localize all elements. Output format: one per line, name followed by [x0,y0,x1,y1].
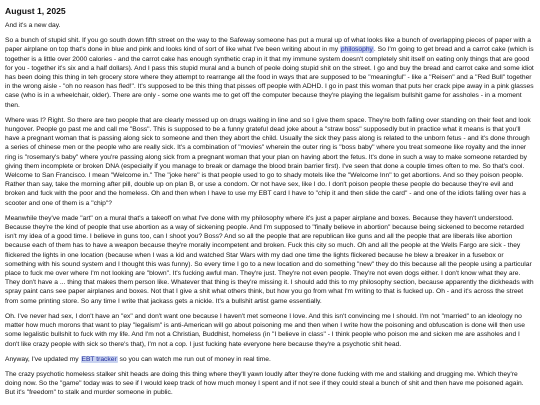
post-date: August 1, 2025 [5,6,66,16]
paragraph-text: Meanwhile they've made "art" on a mural that's a takeoff on what I've done with my philosophy where it's just a paper airplane and boxes. Because they haven't understood. Because they're the kind of people that use abortion as a way of sickening people. And I'm supposed to "finally believe in abortion" because being sickened to become retarded isn't my idea of a good time. I believe in guns too, can I shoot you? Boss? And so all the people that are republican like guns and all the people that are liberals like abortion because each of them has to have a weapon because they're morally incompetent and broken. Fuck this city so much. Oh and all the people at the Wells Fargo are sick - they flickered the lights in one location (because when I was a kid and watched Star Wars with my dad one time the lights flickered because he blew a breaker in a fusebox or something with his sound system and I thought this was funny). So every time I go to a new location and do something "new" they do this because all the people using a particular place to fuck me over where I'm not looking are "blown". It's fucking awful man. They're just. They're not even people. They're not even dogs either. I don't know what they are. They don't have a ... thing that makes them person like. Whatever that thing is they're missing it. I should add this to my philosophy section, because apparently the dickheads with spray paint cans see paper airplanes and boxes. Not that I give a shit what others think, but how you go from what I'm writing to that is fucked up. Oh - and it's across the street from some printing store. So any time I write that jackass gets a nickle. It's a bullshit artist game essentially. [5,214,534,305]
paragraph-2 [5,36,535,110]
blog-post [5,3,535,403]
paragraph-text: Oh. I've never had sex, I don't have an "ex" and don't want one because I haven't met someone I love. And this isn't convincing me I should. I'm not "married" to an ideology no matter how much morons that want to play "legalism" is anti-American will go about poisoning me and then when I write how the poisoning and obfuscation is done will then use some legalistic bullshit to fuck with my life. And I'm not a Christian, Buddhist, homeless (in "I believe in class" - I think people who poison me and sicken me are assholes and I don't like crazy people with sick so there's that), I'm not a cop. I just fucking hate everyone here because they're a psychotic shit head. [5,312,525,348]
paragraph-text: Anyway, I've updated my [5,355,81,363]
paragraph-4 [5,214,535,306]
paragraph-text: . So I'm going to get bread and a carrot cake (which is together is a little over 2000 calories - and the carrot cake has enough synthetic crap in it that my immune system doesn't completely shit itself on eating only things that are good for you - together it's six and a half dollars). And I pass this stupid mural and a bunch of peole doing stupid shit on the street. I go and buy the bread and carrot cake and some idiot has been doing this thing in teh grocery store where they attempt to rearrange all the food in ways that are supposed to be "meaningful" - like a "Reisen" and a "Red Bull" together in the wrong aisle - "oh no reason has fled!". It's supposed to be this thing that pisses off people with ADHD. I go in past this woman that puts her crack pipe away in a pink glasses case (who is in a wheelchair, older). There are only - some one wants me to get off the computer because they're playing the legalism bullshit game for assholes - in a moment then. [5,46,534,109]
paragraph-3 [5,116,535,208]
paragraph-6 [5,355,535,364]
paragraph-1 [5,21,535,30]
paragraph-text: The crazy psychotic homeless stalker shit heads are doing this thing where they'll yawn loudly after they're done fucking with me and stalking and drugging me. Which they're doing now. So the "game" today was to see if I would keep track of how much money I spent and if not see if they could steal a bunch of shit and then have me poisoned again. But it's "freedom" to stalk and murder someone in public. [5,370,524,397]
paragraph-text: Where was I? Right. So there are two people that are clearly messed up on drugs waiting in line and so I give them space. They're both falling over standing on their feet and look hungover. People go past me and call me "Boss". This is supposed to be a funny grateful dead joke about a "straw boss" supposedly but in practice what it means is that you'll have a pregnant woman that is passing along sick to someone and then they abort the child. Usually the sick they pass along is related to the unborn fetus - and it's done through a series of chinese men or the people who are really sick. It's a combination of "movies" wherein the outer ring is "boss baby" where you treat someone like royalty and the inner ring is "rosemary's baby" where you're passing along sick from a pregnant woman that your plan on having abort the fetus. It's done in such a way to make someone retarded by giving them incomplete or broken DNA (especially if you manage to break or damage the blood brain barrier first). I've seen that done a couple times often to me. So that's cool. Welcome to San Francisco. I mean "Welcome in." The "joke here" is that people used to go to shady motels like the "Welcome Inn" to get abortions. And so they poison people. Rather than say, take the morning after pill, double up on plan B, or use a condom. Or not have sex, like I do. I don't poison people these people do because they're evil and broken and fuck with the poor and the homeless. Oh and then when I have to use my EBT card I have to "chip it and then slide the card" - and one of the idiots falling over has a scooter and one of them is a "chip"? [5,116,531,207]
paragraph-text: And it's a new day. [5,22,61,29]
paragraph-7 [5,370,535,398]
paragraph-text: So a bunch of stupid shit. If you go south down fifth street on the way to the Safeway someone has put a mural up of what looks like a bunch of overlapping pieces of paper with a paper airplane on top that's done in blue and pink and looks kind of sort of like what I've been writing about in my [5,37,532,54]
paragraph-5 [5,312,535,349]
philosophy-link[interactable]: philosophy [340,46,373,54]
paragraph-text: so you can watch me run out of money in real time. [117,355,271,363]
ebt-tracker-link[interactable]: EBT tracker [81,355,117,363]
